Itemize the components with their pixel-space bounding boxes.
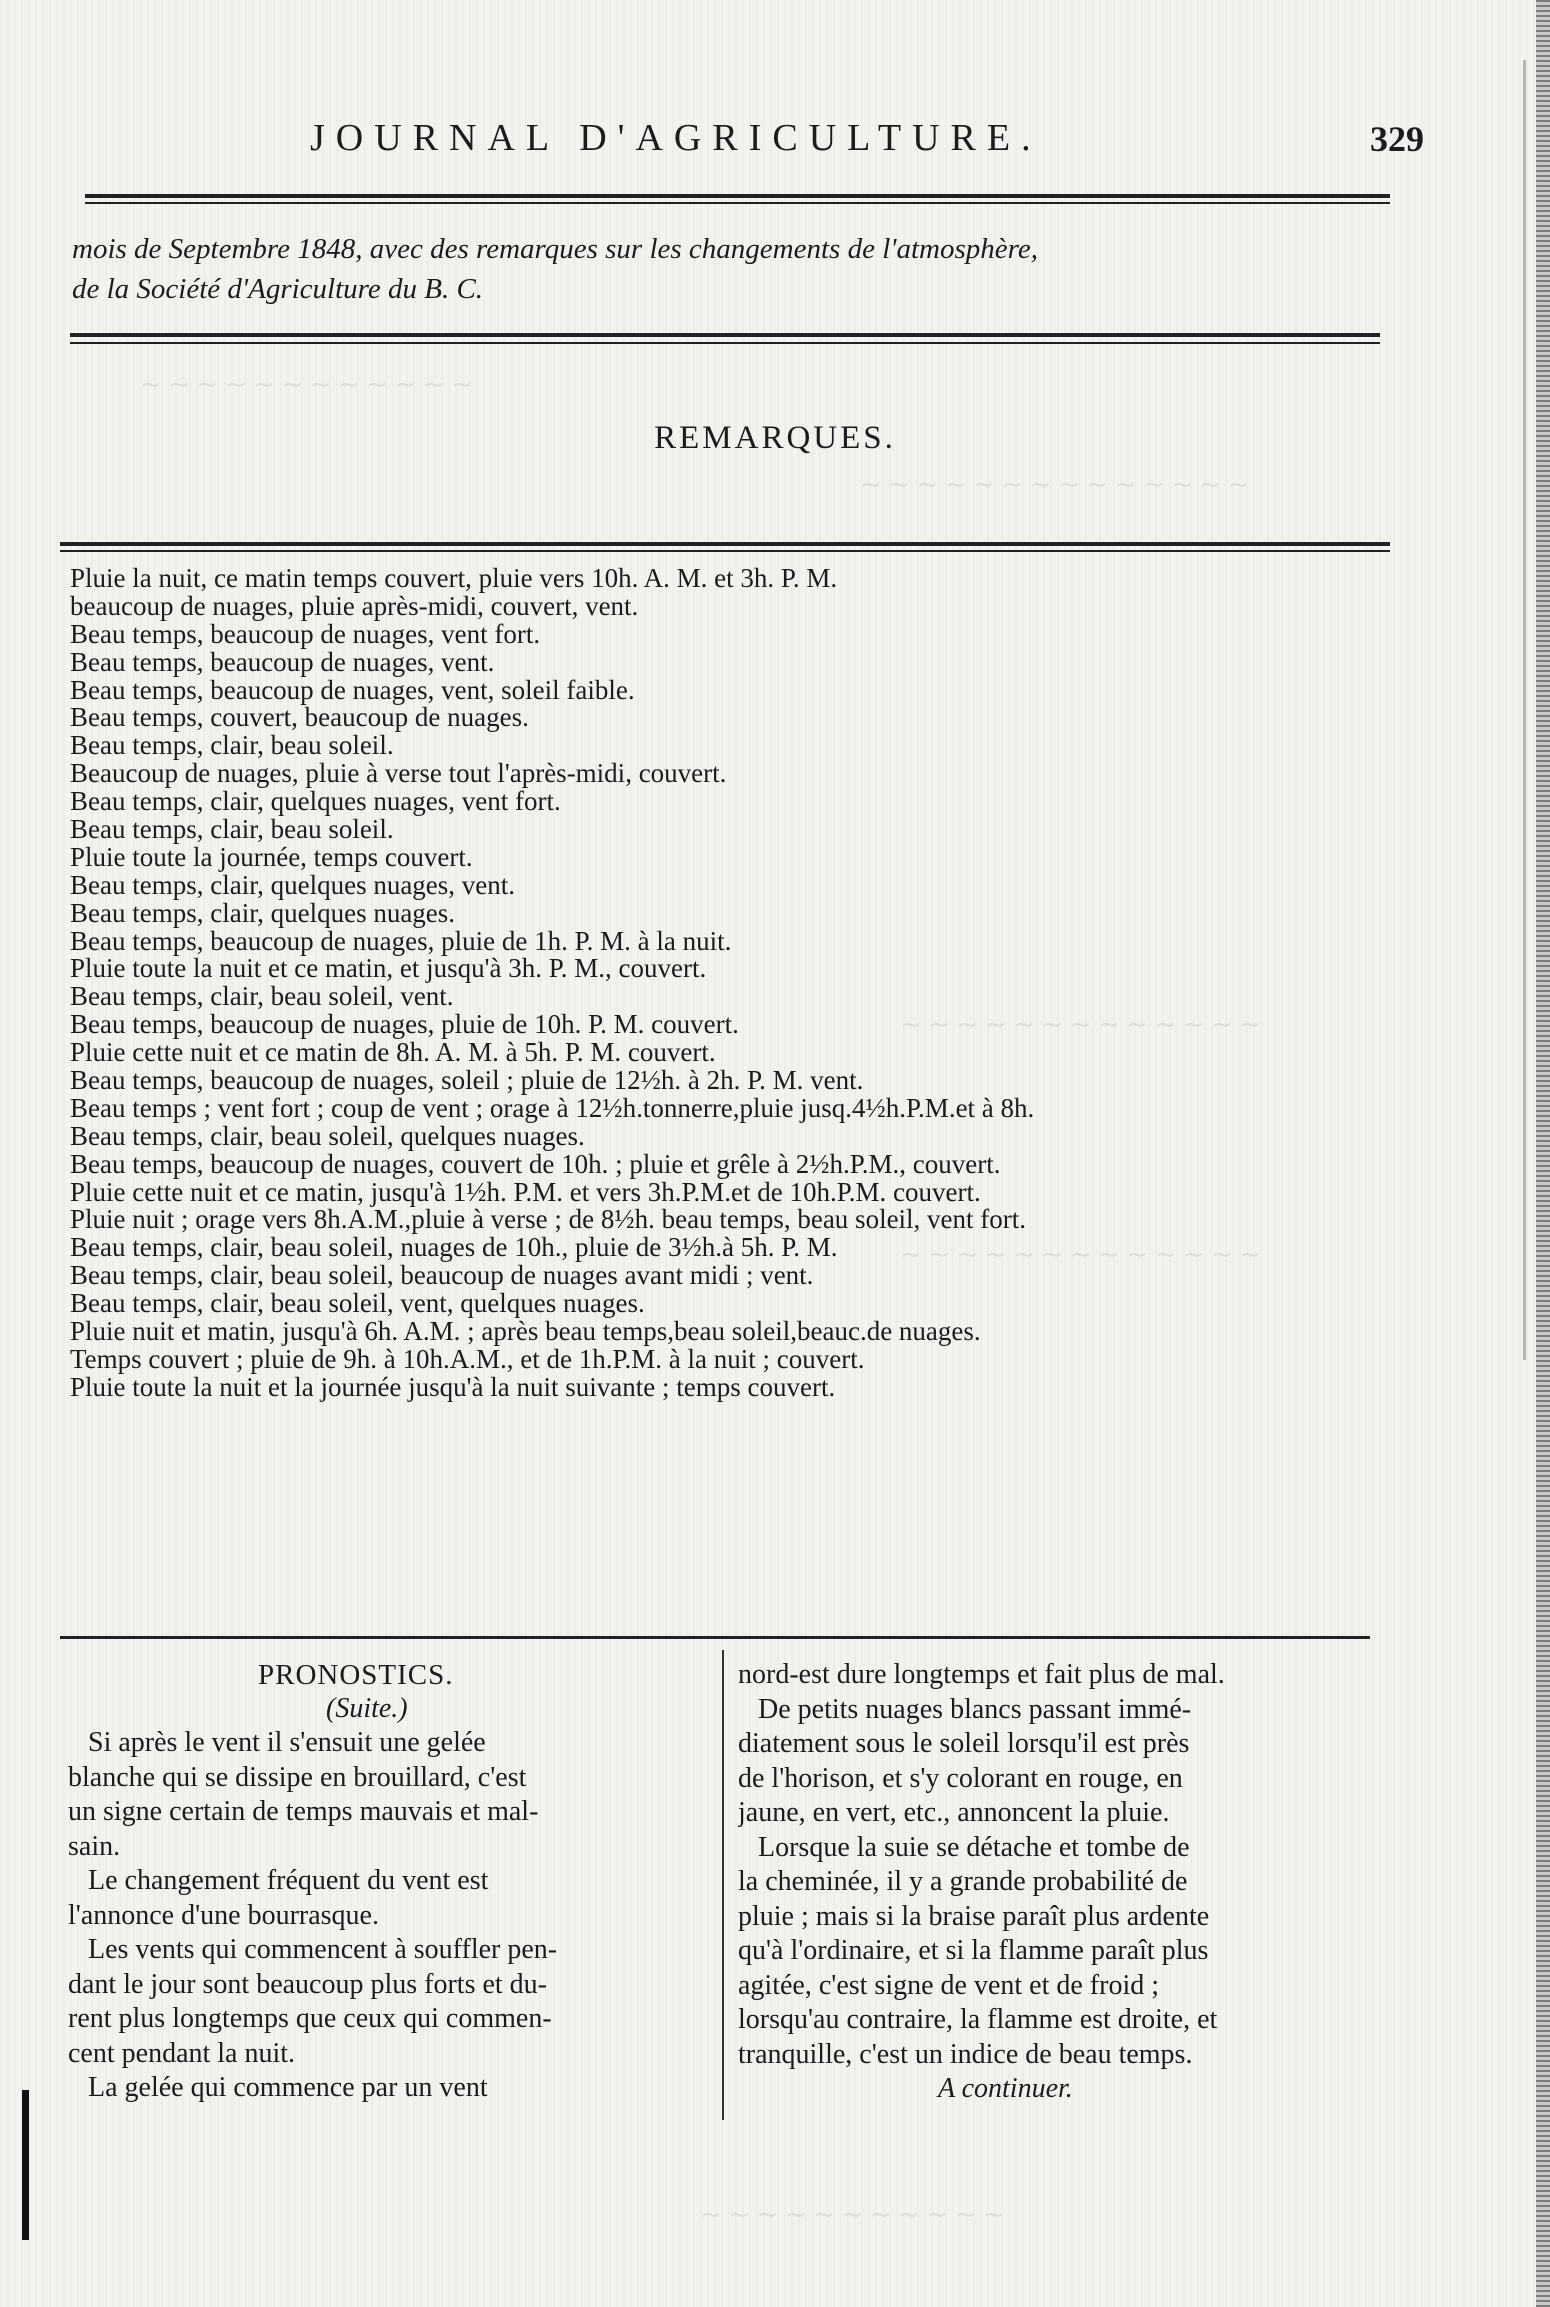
paragraph-line: qu'à l'ordinaire, et si la flamme paraît plus [738, 1935, 1209, 1966]
remark-line: Pluie nuit et matin, jusqu'à 6h. A.M. ; après beau temps,beau soleil,beauc.de nuages. [70, 1316, 981, 1347]
paragraph-line: lorsqu'au contraire, la flamme est droite, et [738, 2004, 1218, 2035]
remark-line: Beau temps, clair, quelques nuages. [70, 897, 456, 928]
paragraph-line: pluie ; mais si la braise paraît plus ardente [738, 1900, 1210, 1932]
paragraph-line: tranquille, c'est un indice de beau temps. [738, 2038, 1193, 2070]
column-divider [722, 1650, 724, 2120]
remark-line: Pluie toute la journée, temps couvert. [70, 841, 473, 872]
paragraph-line: nord-est dure longtemps et fait plus de mal. [738, 1659, 1225, 1690]
remark-line: Beau temps, clair, beau soleil. [70, 814, 394, 845]
pronostics-left-column [68, 1658, 708, 2106]
paragraph-line: Lorsque la suie se détache et tombe de [758, 1831, 1190, 1863]
remark-line: Beau temps, clair, beau soleil, vent, quelques nuages. [70, 1288, 645, 1319]
remarques-heading: REMARQUES. [654, 420, 896, 456]
table-caption-line-2: de la Société d'Agriculture du B. C. [72, 273, 484, 305]
header-rule-top [85, 194, 1390, 198]
remark-line: Beau temps, clair, beau soleil, nuages de 10h., pluie de 3½h.à 5h. P. M. [70, 1232, 838, 1263]
continuation-note: A continuer. [938, 2073, 1073, 2104]
paragraph-line: un signe certain de temps mauvais et mal- [68, 1796, 539, 1827]
remark-line: Beaucoup de nuages, pluie à verse tout l'après-midi, couvert. [70, 758, 727, 789]
remark-line: Beau temps, couvert, beaucoup de nuages. [70, 702, 529, 733]
remark-line: Beau temps, beaucoup de nuages, pluie de 1h. P. M. à la nuit. [70, 925, 732, 956]
remark-line: Beau temps, beaucoup de nuages, pluie de 10h. P. M. couvert. [70, 1009, 739, 1040]
paragraph-line: cent pendant la nuit. [68, 2037, 296, 2069]
paragraph-line: sain. [68, 1830, 121, 1862]
paragraph-line: la cheminée, il y a grande probabilité de [738, 1866, 1188, 1897]
paragraph-line: Si après le vent il s'ensuit une gelée [88, 1727, 486, 1758]
binding-edge [1536, 0, 1550, 2307]
remark-line: Temps couvert ; pluie de 9h. à 10h.A.M., et de 1h.P.M. à la nuit ; couvert. [70, 1343, 865, 1374]
table-caption-line-1: mois de Septembre 1848, avec des remarques sur les changements de l'atmosphère, [72, 233, 1038, 265]
remarques-rule-bottom [60, 550, 1390, 552]
pronostics-title: PRONOSTICS. [258, 1659, 454, 1691]
paragraph-line: dant le jour sont beaucoup plus forts et du- [68, 1968, 548, 2000]
remark-line: Pluie nuit ; orage vers 8h.A.M.,pluie à verse ; de 8½h. beau temps, beau soleil, vent fort. [70, 1204, 1027, 1235]
remark-line: Beau temps, beaucoup de nuages, couvert de 10h. ; pluie et grêle à 2½h.P.M., couvert. [70, 1148, 1001, 1179]
remark-line: Beau temps, clair, beau soleil, vent. [70, 981, 454, 1012]
remark-line: Beau temps ; vent fort ; coup de vent ; orage à 12½h.tonnerre,pluie jusq.4½h.P.M.et à 8h. [70, 1092, 1035, 1123]
paragraph-line: l'annonce d'une bourrasque. [68, 1899, 379, 1931]
pronostics-rule [60, 1636, 1370, 1639]
caption-rule-bottom [70, 342, 1380, 344]
remarques-list [70, 565, 1470, 1402]
paragraph-line: blanche qui se dissipe en brouillard, c'est [68, 1761, 527, 1793]
remark-line: Beau temps, beaucoup de nuages, soleil ; pluie de 12½h. à 2h. P. M. vent. [70, 1065, 864, 1096]
page-number: 329 [1370, 119, 1424, 159]
page-edge-shadow [1523, 60, 1526, 1360]
header-rule-bottom [85, 202, 1390, 204]
bleed-through-text: ∼ ∼ ∼ ∼ ∼ ∼ ∼ ∼ ∼ ∼ ∼ ∼ [140, 370, 473, 399]
pronostics-right-column [738, 1658, 1398, 2107]
paragraph-line: rent plus longtemps que ceux qui commen- [68, 2003, 552, 2034]
remark-line: Pluie toute la nuit et ce matin, et jusqu'à 3h. P. M., couvert. [70, 953, 707, 984]
paragraph-line: Le changement fréquent du vent est [88, 1865, 489, 1896]
paragraph-line: diatement sous le soleil lorsqu'il est près [738, 1728, 1190, 1759]
paragraph-line: jaune, en vert, etc., annoncent la pluie. [738, 1797, 1170, 1828]
paragraph-line: agitée, c'est signe de vent et de froid ; [738, 1969, 1159, 2001]
bleed-through-text: ∼ ∼ ∼ ∼ ∼ ∼ ∼ ∼ ∼ ∼ ∼ ∼ ∼ [900, 1240, 1262, 1269]
margin-mark [22, 2090, 29, 2240]
remark-line: Pluie cette nuit et ce matin de 8h. A. M. à 5h. P. M. couvert. [70, 1037, 716, 1068]
remark-line: Pluie la nuit, ce matin temps couvert, pluie vers 10h. A. M. et 3h. P. M. [70, 563, 838, 593]
remark-line: Pluie cette nuit et ce matin, jusqu'à 1½h. P.M. et vers 3h.P.M.et de 10h.P.M. couvert. [70, 1176, 981, 1207]
bleed-through-text: ∼ ∼ ∼ ∼ ∼ ∼ ∼ ∼ ∼ ∼ ∼ ∼ ∼ ∼ [860, 470, 1250, 499]
pronostics-subtitle: (Suite.) [326, 1693, 408, 1724]
remark-line: Beau temps, beaucoup de nuages, vent fort. [70, 618, 541, 649]
remark-line: Beau temps, clair, quelques nuages, vent fort. [70, 786, 561, 817]
paragraph-line: La gelée qui commence par un vent [88, 2072, 488, 2103]
bleed-through-text: ∼ ∼ ∼ ∼ ∼ ∼ ∼ ∼ ∼ ∼ ∼ ∼ ∼ [900, 1010, 1262, 1039]
remarques-rule-top [60, 542, 1390, 546]
paragraph-line: De petits nuages blancs passant immé- [758, 1693, 1192, 1725]
remark-line: Beau temps, clair, beau soleil, quelques nuages. [70, 1120, 585, 1151]
paragraph-line: Les vents qui commencent à souffler pen- [88, 1934, 558, 1965]
paragraph-line: de l'horison, et s'y colorant en rouge, en [738, 1762, 1183, 1794]
caption-rule-top [70, 333, 1380, 337]
bleed-through-text: ∼ ∼ ∼ ∼ ∼ ∼ ∼ ∼ ∼ ∼ ∼ [700, 2200, 1005, 2229]
journal-title: JOURNAL D'AGRICULTURE. [310, 117, 1042, 159]
remark-line: beaucoup de nuages, pluie après-midi, couvert, vent. [70, 590, 639, 621]
remark-line: Pluie toute la nuit et la journée jusqu'à la nuit suivante ; temps couvert. [70, 1371, 836, 1402]
remark-line: Beau temps, beaucoup de nuages, vent, soleil faible. [70, 674, 635, 705]
remark-line: Beau temps, beaucoup de nuages, vent. [70, 646, 495, 677]
remark-line: Beau temps, clair, beau soleil. [70, 730, 394, 761]
remark-line: Beau temps, clair, beau soleil, beaucoup de nuages avant midi ; vent. [70, 1260, 814, 1291]
remark-line: Beau temps, clair, quelques nuages, vent. [70, 869, 516, 900]
